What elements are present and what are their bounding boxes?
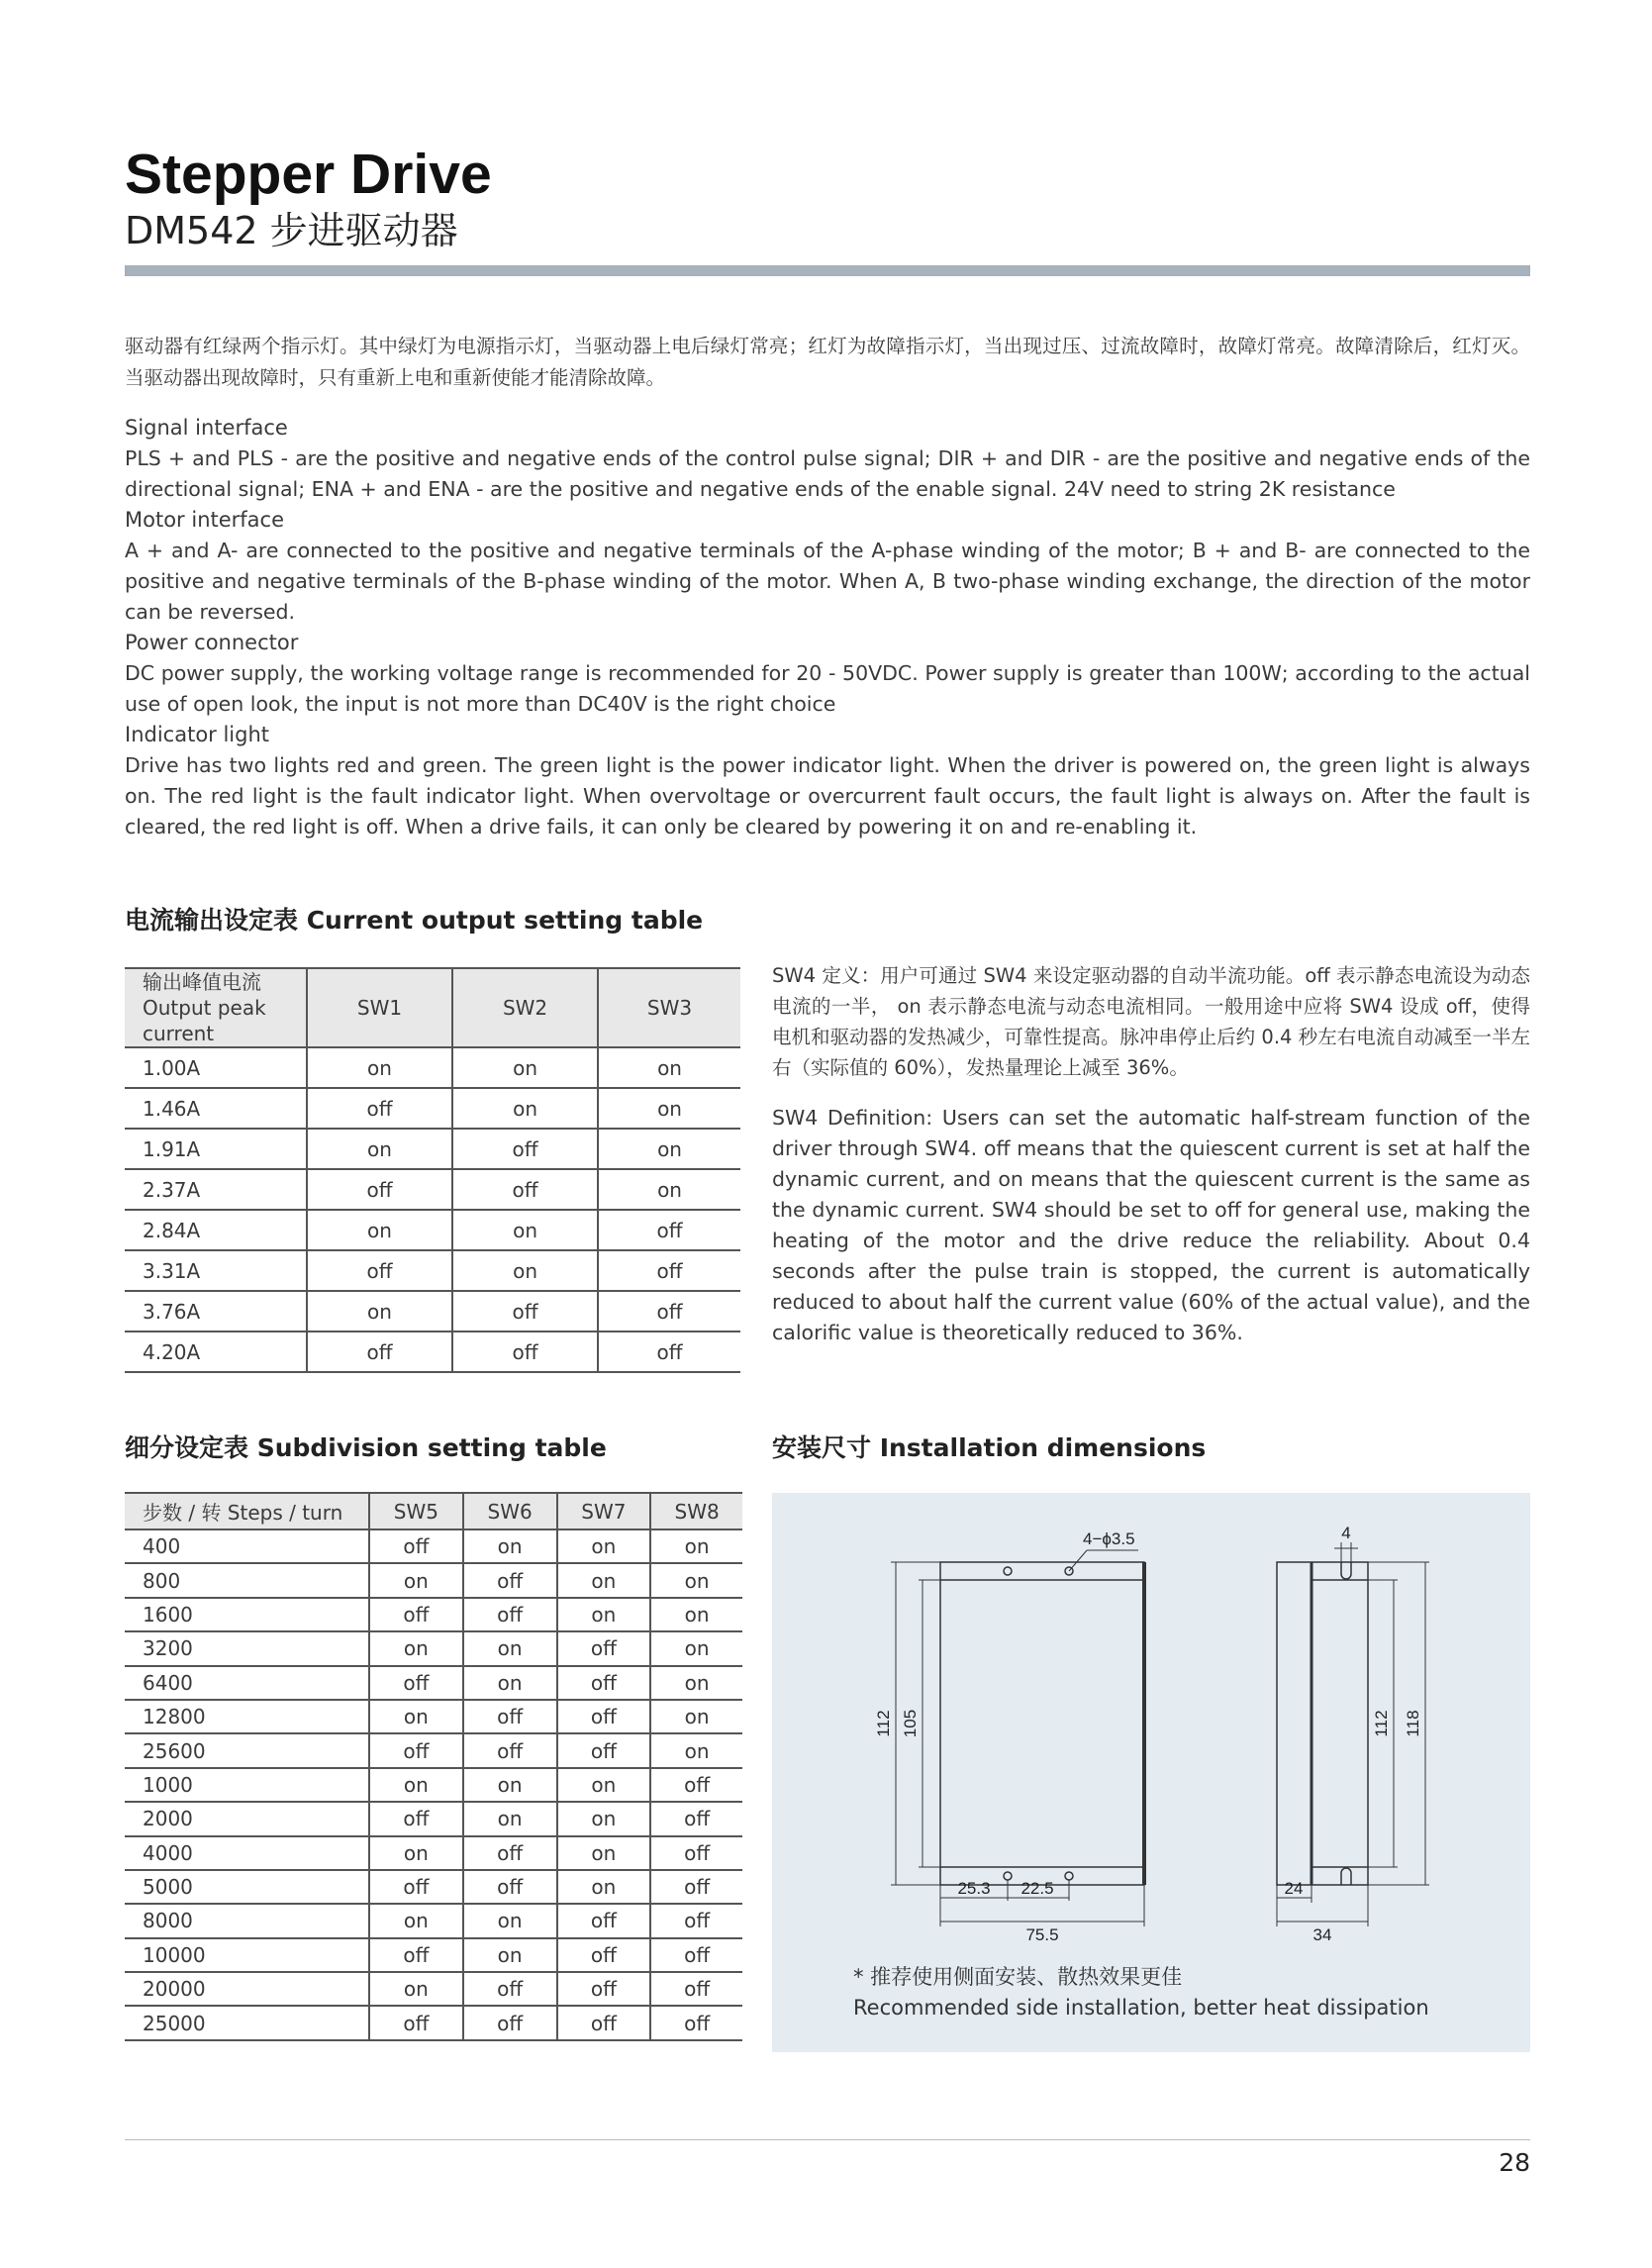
table-cell: off [463,1733,557,1767]
table-cell: on [369,1836,463,1870]
table-row [125,1331,740,1372]
table-cell: on [598,1169,740,1210]
table-cell: on [307,1047,452,1088]
table-cell: on [557,1802,651,1835]
dim-label-hole-offset-2: 22.5 [1020,1879,1054,1898]
table-cell: on [650,1733,742,1767]
table-cell: off [369,1870,463,1904]
side-slot-bottom [1341,1868,1351,1885]
section-heading-power-connector: Power connector [125,631,299,654]
current-output-table [125,967,740,1373]
dim-label-hole: 4−ϕ3.5 [1083,1529,1135,1548]
section-text-power-connector: DC power supply, the working voltage range is recommended for 20 - 50VDC. Power supply is greater than 100W; according to the actual use of open look, the input is not more than DC40V is the right choice [125,661,1530,716]
table-cell: off [650,1972,742,2006]
table-cell: off [598,1291,740,1331]
table-cell: 1000 [125,1768,369,1802]
table-row [125,1802,742,1835]
header-cell-sw3: SW3 [598,968,740,1047]
table-cell: on [557,1836,651,1870]
table-cell: 3200 [125,1631,369,1665]
mount-hole [1004,1872,1012,1880]
table-cell: on [650,1598,742,1631]
table-cell: 4000 [125,1836,369,1870]
table-row [125,1529,742,1563]
table-cell: 10000 [125,1938,369,1972]
table-cell: off [650,1938,742,1972]
table-cell: on [463,1529,557,1563]
table-cell: off [557,2006,651,2039]
table-cell: off [463,1598,557,1631]
header-cell-output-peak-current [125,968,307,1047]
table-cell: 4.20A [125,1331,307,1372]
table-cell: off [463,1563,557,1597]
table-row [125,1768,742,1802]
table-cell: off [307,1088,452,1129]
dim-label-front-outer-height: 112 [874,1710,893,1737]
table-cell: off [557,1666,651,1700]
table-cell: off [369,1733,463,1767]
table-row [125,2006,742,2039]
table-cell: off [557,1700,651,1733]
table-cell: off [369,1938,463,1972]
table-cell: 25600 [125,1733,369,1767]
installation-note [853,1962,1429,2023]
installation-note-cn: * 推荐使用侧面安装、散热效果更佳 [853,1965,1183,1989]
table-cell: 2.37A [125,1169,307,1210]
dim-label-side-top: 4 [1341,1524,1351,1542]
header-cell-sw6: SW6 [463,1493,557,1529]
dim-label-front-width: 75.5 [1025,1925,1059,1944]
side-slot-top [1341,1562,1351,1579]
table-cell: off [307,1250,452,1291]
table-row [125,1904,742,1937]
front-outline [940,1562,1144,1885]
table-cell: 20000 [125,1972,369,2006]
table-cell: off [650,1768,742,1802]
table-cell: on [650,1666,742,1700]
table-cell: on [369,1700,463,1733]
table-cell: 800 [125,1563,369,1597]
section-heading-indicator-light: Indicator light [125,723,270,746]
sw4-definition-english: SW4 Definition: Users can set the automatic half-stream function of the driver through SW4. off means that the quiescent current is set at half the dynamic current, and on means that the quiescent current is the same as the dynamic current. SW4 should be set to off for general use, making the heating of the motor and the drive reduce the reliability. About 0.4 seconds after the pulse train is stopped, the current is automatically reduced to about half the current value (60% of the actual value), and the calorific value is theoretically reduced to 36%. [772,1106,1530,1344]
table-row [125,1938,742,1972]
table-cell: on [463,1802,557,1835]
table-cell: off [463,1870,557,1904]
table-row [125,1210,740,1250]
table-cell: off [369,1529,463,1563]
interface-descriptions [125,413,1530,842]
section-text-indicator-light: Drive has two lights red and green. The green light is the power indicator light. When the driver is powered on, the green light is always on. The red light is the fault indicator light. When overvoltage or overcurrent fault occurs, the fault light is always on. After the fault is cleared, the red light is off. When a drive fails, it can only be cleared by powering it on and re-enabling it. [125,753,1530,838]
header-cell-sw5: SW5 [369,1493,463,1529]
table-cell: off [307,1331,452,1372]
table-cell: off [452,1169,598,1210]
header-label-cn: 输出峰值电流 [143,970,261,994]
table-cell: on [598,1129,740,1169]
dim-label-side-outer-height: 118 [1404,1710,1422,1737]
table-row [125,1836,742,1870]
dim-label-side-width: 34 [1312,1925,1332,1944]
header-cell-sw8: SW8 [650,1493,742,1529]
header-cell-sw2: SW2 [452,968,598,1047]
section-text-signal-interface: PLS + and PLS - are the positive and negative ends of the control pulse signal; DIR + and DIR - are the positive and negative ends of the directional signal; ENA + and ENA - are the positive and negative ends of the enable signal. 24V need to string 2K resistance [125,446,1530,501]
table-cell: off [650,1904,742,1937]
table-cell: off [557,1972,651,2006]
table-row [125,1563,742,1597]
table-cell: on [307,1210,452,1250]
section-heading-motor-interface: Motor interface [125,508,285,532]
front-view [891,1550,1144,1926]
current-table-title: 电流输出设定表 Current output setting table [125,906,704,935]
table-row [125,1129,740,1169]
table-cell: off [598,1331,740,1372]
table-cell: on [463,1904,557,1937]
table-cell: off [650,1802,742,1835]
table-cell: off [369,1802,463,1835]
table-row [125,1598,742,1631]
header-cell-steps-per-turn: 步数 / 转 Steps / turn [125,1493,369,1529]
table-cell: 1.00A [125,1047,307,1088]
table-cell: off [452,1331,598,1372]
table-cell: 8000 [125,1904,369,1937]
table-cell: on [598,1047,740,1088]
table-row [125,1972,742,2006]
table-cell: off [463,1836,557,1870]
sw4-definition-chinese: SW4 定义：用户可通过 SW4 来设定驱动器的自动半流功能。off 表示静态电流设为动态电流的一半， on 表示静态电流与动态电流相同。一般用途中应将 SW4 设成 off，使得电机和驱动器的发热减少，可靠性提高。脉冲串停止后约 0.4 秒左右电流自动减至一半左右（实际值的 60%），发热量理论上减至 36%。 [772,964,1530,1079]
table-cell: off [369,1666,463,1700]
table-cell: off [598,1250,740,1291]
table-cell: on [307,1291,452,1331]
section-heading-signal-interface: Signal interface [125,416,288,440]
table-cell: off [463,1700,557,1733]
table-cell: 2000 [125,1802,369,1835]
subdivision-table-title: 细分设定表 Subdivision setting table [125,1433,607,1462]
header-cell-sw1: SW1 [307,968,452,1047]
table-cell: on [463,1666,557,1700]
footer-divider [125,2139,1530,2140]
table-cell: 1600 [125,1598,369,1631]
table-cell: off [463,2006,557,2039]
table-cell: off [598,1210,740,1250]
table-row [125,1250,740,1291]
table-cell: off [452,1291,598,1331]
table-row [125,1291,740,1331]
table-cell: on [369,1768,463,1802]
table-cell: on [463,1938,557,1972]
title-divider [125,265,1530,276]
table-row [125,1666,742,1700]
installation-dimensions-title: 安装尺寸 Installation dimensions [772,1433,1207,1462]
dim-label-side-inner-height: 112 [1372,1710,1391,1737]
table-cell: 6400 [125,1666,369,1700]
table-row [125,1169,740,1210]
table-cell: 3.31A [125,1250,307,1291]
header-label-en: Output peak current [143,996,266,1045]
table-cell: on [557,1529,651,1563]
page-title: Stepper Drive [125,143,492,206]
table-cell: 12800 [125,1700,369,1733]
table-cell: on [369,1563,463,1597]
table-cell: on [557,1598,651,1631]
table-cell: off [650,2006,742,2039]
table-cell: on [369,1631,463,1665]
table-cell: 1.91A [125,1129,307,1169]
mount-hole [1065,1872,1073,1880]
table-header-row [125,968,740,1047]
side-outline [1277,1562,1368,1885]
table-cell: on [369,1972,463,2006]
table-cell: on [452,1210,598,1250]
table-cell: on [452,1088,598,1129]
table-row [125,1733,742,1767]
table-cell: off [307,1169,452,1210]
table-cell: on [557,1768,651,1802]
table-cell: off [463,1972,557,2006]
table-cell: 1.46A [125,1088,307,1129]
table-row [125,1700,742,1733]
dim-label-front-inner-height: 105 [901,1709,920,1738]
table-cell: off [557,1904,651,1937]
page-number: 28 [1499,2148,1530,2177]
dim-label-side-inner-width: 24 [1284,1879,1304,1898]
hole-leader [1069,1550,1087,1571]
subdivision-setting-table [125,1492,742,2041]
section-text-motor-interface: A + and A- are connected to the positive and negative terminals of the A-phase winding of the motor; B + and B- are connected to the positive and negative terminals of the B-phase winding of the motor. When A, B two-phase winding exchange, the direction of the motor can be reversed. [125,539,1530,624]
table-cell: off [369,1598,463,1631]
header-cell-sw7: SW7 [557,1493,651,1529]
table-cell: on [369,1904,463,1937]
table-row [125,1047,740,1088]
table-cell: on [307,1129,452,1169]
table-cell: on [650,1563,742,1597]
mount-hole [1004,1567,1012,1575]
table-cell: on [452,1047,598,1088]
table-cell: 2.84A [125,1210,307,1250]
table-header-row [125,1493,742,1529]
table-cell: off [557,1631,651,1665]
table-cell: on [452,1250,598,1291]
installation-note-en: Recommended side installation, better heat dissipation [853,1996,1429,2020]
table-cell: off [369,2006,463,2039]
table-cell: off [557,1733,651,1767]
table-cell: on [463,1631,557,1665]
table-cell: off [650,1870,742,1904]
page-subtitle: DM542 步进驱动器 [125,209,458,252]
table-row [125,1631,742,1665]
table-cell: off [557,1938,651,1972]
table-cell: off [452,1129,598,1169]
table-cell: on [557,1870,651,1904]
table-cell: 5000 [125,1870,369,1904]
table-cell: on [598,1088,740,1129]
table-cell: 25000 [125,2006,369,2039]
table-cell: 3.76A [125,1291,307,1331]
table-cell: on [650,1529,742,1563]
table-cell: on [557,1563,651,1597]
table-cell: off [650,1836,742,1870]
table-cell: on [650,1631,742,1665]
table-row [125,1088,740,1129]
table-row [125,1870,742,1904]
table-cell: 400 [125,1529,369,1563]
dim-label-hole-offset-1: 25.3 [957,1879,991,1898]
table-cell: on [650,1700,742,1733]
table-cell: on [463,1768,557,1802]
intro-chinese-paragraph: 驱动器有红绿两个指示灯。其中绿灯为电源指示灯，当驱动器上电后绿灯常亮；红灯为故障指示灯，当出现过压、过流故障时，故障灯常亮。故障清除后，红灯灭。当驱动器出现故障时，只有重新上电和重新使能才能清除故障。 [125,335,1530,389]
